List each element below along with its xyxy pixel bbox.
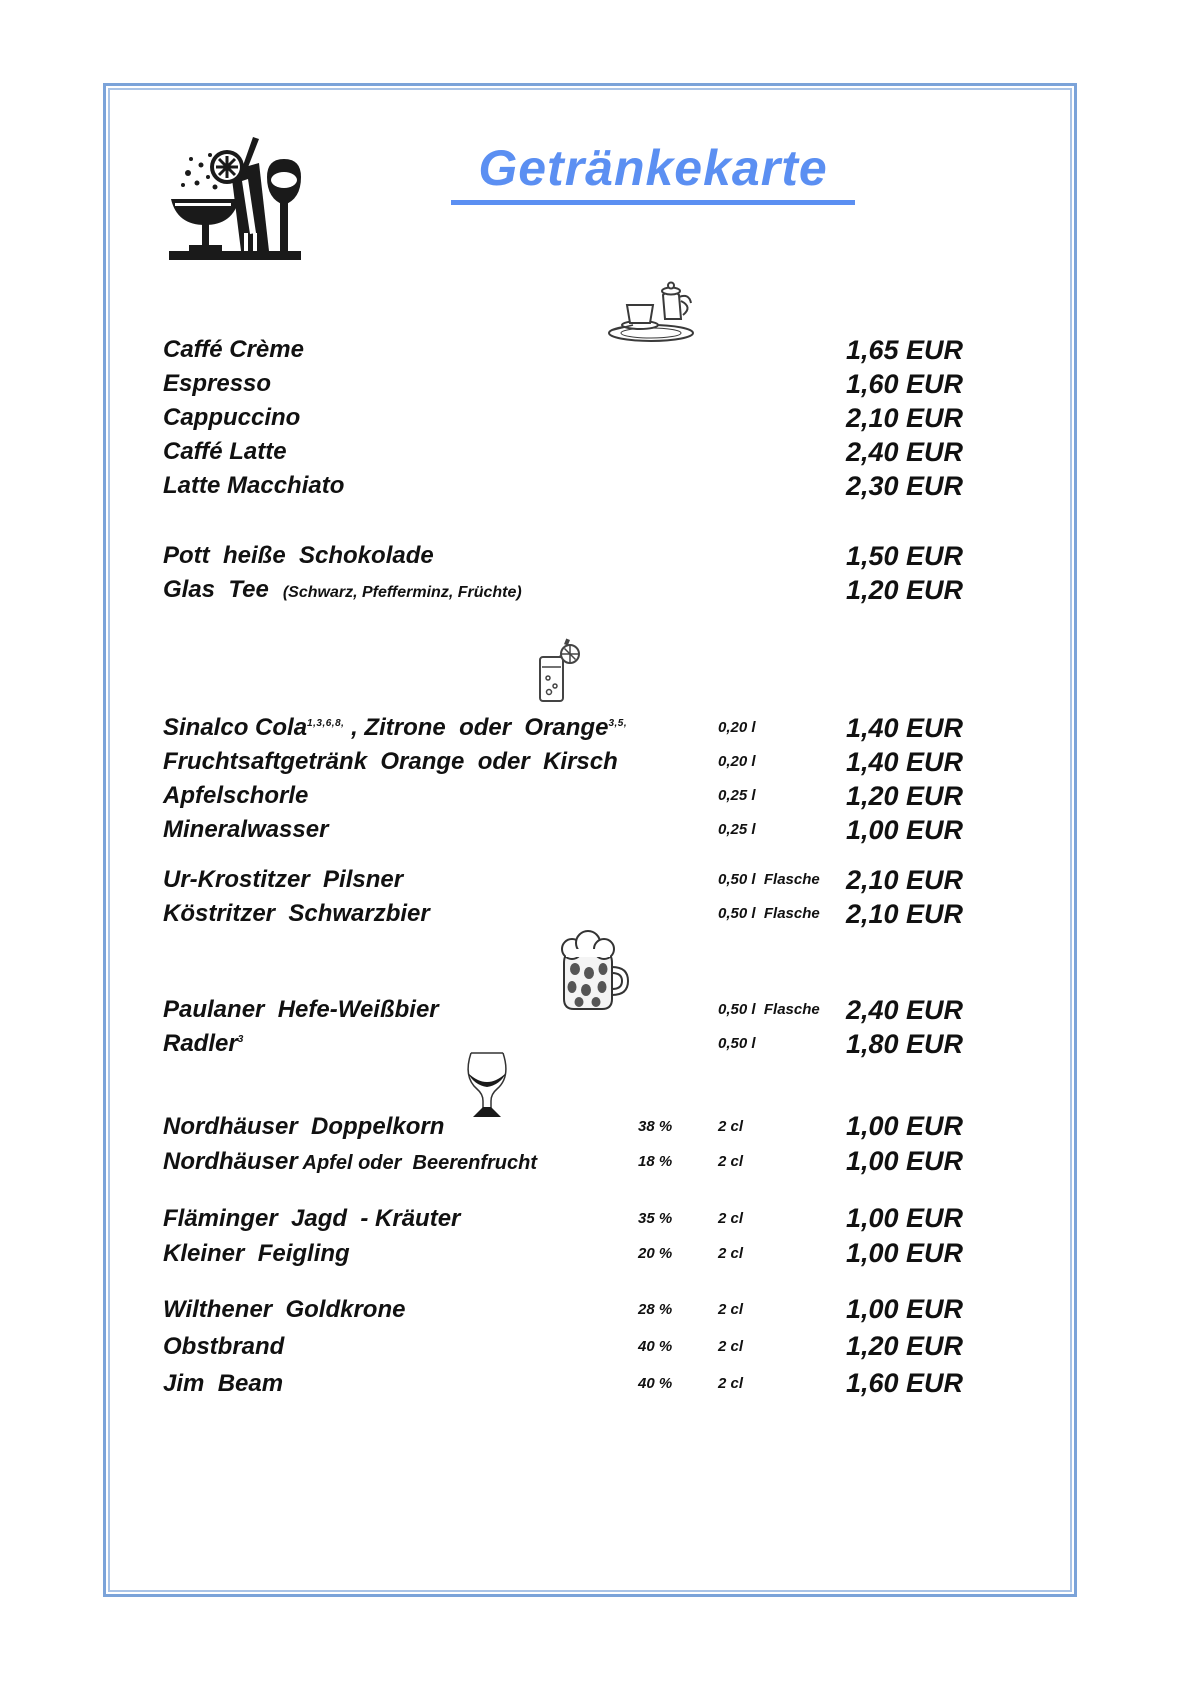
menu-item-row	[103, 1201, 1077, 1236]
lemonade-glass-icon	[531, 633, 583, 707]
item-name	[163, 1236, 350, 1271]
item-name	[163, 435, 287, 469]
item-name	[163, 745, 618, 779]
item-name	[163, 333, 304, 367]
item-abv: 28 %	[638, 1301, 673, 1318]
item-name	[163, 469, 344, 503]
item-name	[163, 993, 439, 1027]
item-price: 1,80 EUR	[845, 1029, 963, 1059]
item-name-text: Pott heiße Schokolade	[163, 542, 434, 569]
item-price: 2,10 EUR	[845, 899, 963, 929]
item-price: 1,00 EUR	[845, 1238, 963, 1268]
item-name-text: Glas Tee	[163, 576, 269, 603]
item-name	[163, 1144, 537, 1181]
item-name-text: Fläminger Jagd - Kräuter	[163, 1205, 461, 1232]
item-price: 1,20 EUR	[845, 1331, 963, 1361]
item-price: 1,40 EUR	[845, 747, 963, 777]
item-name	[163, 573, 522, 610]
item-name	[163, 1027, 244, 1066]
item-name-suffix: , Zitrone oder Orange	[344, 714, 609, 741]
item-name-text: Nordhäuser	[163, 1148, 298, 1175]
item-price: 1,00 EUR	[845, 1203, 963, 1233]
item-name-text: Kleiner Feigling	[163, 1240, 350, 1267]
menu-content	[103, 83, 1077, 1597]
item-name-text: Caffé Latte	[163, 438, 287, 465]
menu-item-row	[103, 1365, 1077, 1402]
item-name	[163, 539, 434, 573]
item-serving: 2 cl	[718, 1153, 744, 1170]
menu-item-row	[103, 711, 1077, 745]
item-name	[163, 863, 403, 897]
item-name	[163, 1201, 460, 1236]
menu-item-row	[103, 1109, 1077, 1144]
item-price: 1,00 EUR	[845, 815, 963, 845]
menu-item-row	[103, 469, 1077, 503]
item-name-text: Obstbrand	[163, 1333, 285, 1360]
menu-item-row	[103, 1236, 1077, 1271]
item-note: (Schwarz, Pfefferminz, Früchte)	[282, 584, 522, 601]
item-name-text: Latte Macchiato	[163, 472, 345, 499]
item-name	[163, 367, 271, 401]
item-serving: 2 cl	[718, 1210, 744, 1227]
item-price: 1,50 EUR	[845, 541, 963, 571]
item-serving: 0,50 l Flasche	[718, 1001, 820, 1018]
item-name-text: Jim Beam	[163, 1370, 284, 1397]
item-serving: 2 cl	[718, 1301, 744, 1318]
footnote-superscript: 3	[237, 1034, 244, 1045]
item-name-text: Mineralwasser	[163, 816, 329, 843]
footnote-superscript: 3,5,	[608, 718, 628, 729]
menu-item-row	[103, 993, 1077, 1027]
item-abv: 35 %	[638, 1210, 673, 1227]
item-abv: 38 %	[638, 1118, 673, 1135]
item-serving: 2 cl	[718, 1338, 744, 1355]
item-name-text: Fruchtsaftgetränk Orange oder Kirsch	[163, 748, 618, 775]
item-name-text: Caffé Crème	[163, 336, 304, 363]
item-price: 1,00 EUR	[845, 1294, 963, 1324]
item-name-text: Paulaner Hefe-Weißbier	[163, 996, 439, 1023]
menu-group-brandy-whiskey	[103, 1291, 1077, 1402]
menu-item-row	[103, 573, 1077, 607]
item-price: 2,10 EUR	[845, 865, 963, 895]
item-serving: 0,20 l	[718, 753, 756, 770]
item-price: 2,30 EUR	[845, 471, 963, 501]
item-serving: 0,25 l	[718, 821, 756, 838]
menu-item-row	[103, 745, 1077, 779]
menu-item-row	[103, 813, 1077, 847]
item-serving: 0,50 l	[718, 1035, 756, 1052]
menu-group-hot-drinks	[103, 539, 1077, 607]
menu-item-row	[103, 1291, 1077, 1328]
menu-item-row	[103, 897, 1077, 931]
item-name-text: Köstritzer Schwarzbier	[163, 900, 430, 927]
item-price: 1,60 EUR	[845, 1368, 963, 1398]
item-price: 1,60 EUR	[845, 369, 963, 399]
item-abv: 18 %	[638, 1153, 673, 1170]
menu-group-soft-drinks	[103, 711, 1077, 847]
item-name-suffix: Apfel oder Beerenfrucht	[297, 1152, 537, 1174]
item-name	[163, 1291, 405, 1328]
item-price: 1,00 EUR	[845, 1146, 963, 1176]
item-serving: 0,25 l	[718, 787, 756, 804]
item-name-text: Apfelschorle	[163, 782, 309, 809]
item-serving: 2 cl	[718, 1375, 744, 1392]
item-price: 1,20 EUR	[845, 575, 963, 605]
item-name-text: Cappuccino	[163, 404, 301, 431]
item-name	[163, 401, 300, 435]
page-title: Getränkekarte	[451, 139, 855, 205]
item-price: 1,65 EUR	[845, 335, 963, 365]
menu-item-row	[103, 1328, 1077, 1365]
menu-group-wheat-beer	[103, 993, 1077, 1061]
item-serving: 2 cl	[718, 1245, 744, 1262]
item-name	[163, 897, 430, 931]
menu-item-row	[103, 435, 1077, 469]
item-price: 1,00 EUR	[845, 1111, 963, 1141]
item-price: 2,40 EUR	[845, 437, 963, 467]
cocktail-bar-logo-icon	[163, 133, 308, 263]
item-price: 1,40 EUR	[845, 713, 963, 743]
item-name	[163, 779, 308, 813]
item-name	[163, 1109, 444, 1144]
item-serving: 0,20 l	[718, 719, 756, 736]
item-serving: 2 cl	[718, 1118, 744, 1135]
menu-group-bottled-beer	[103, 863, 1077, 931]
item-price: 2,10 EUR	[845, 403, 963, 433]
footnote-superscript: 1,3,6,8,	[307, 718, 345, 729]
menu-item-row	[103, 1027, 1077, 1061]
menu-group-herb-liqueurs	[103, 1201, 1077, 1271]
item-abv: 20 %	[638, 1245, 673, 1262]
menu-item-row	[103, 401, 1077, 435]
item-serving: 0,50 l Flasche	[718, 905, 820, 922]
menu-item-row	[103, 333, 1077, 367]
item-price: 1,20 EUR	[845, 781, 963, 811]
item-name	[163, 813, 328, 847]
item-name-text: Sinalco Cola	[163, 714, 308, 741]
menu-group-korn-spirits	[103, 1109, 1077, 1179]
item-name-text: Nordhäuser Doppelkorn	[163, 1113, 445, 1140]
item-abv: 40 %	[638, 1375, 673, 1392]
menu-item-row	[103, 863, 1077, 897]
item-name-text: Espresso	[163, 370, 272, 397]
menu-item-row	[103, 539, 1077, 573]
menu-group-coffee	[103, 333, 1077, 503]
item-abv: 40 %	[638, 1338, 673, 1355]
menu-item-row	[103, 1144, 1077, 1179]
item-name	[163, 1328, 284, 1365]
item-name	[163, 1365, 283, 1402]
menu-item-row	[103, 367, 1077, 401]
item-price: 2,40 EUR	[845, 995, 963, 1025]
item-name-text: Ur-Krostitzer Pilsner	[163, 866, 404, 893]
item-name-text: Wilthener Goldkrone	[163, 1296, 406, 1323]
item-name-text: Radler	[163, 1030, 238, 1057]
item-serving: 0,50 l Flasche	[718, 871, 820, 888]
menu-item-row	[103, 779, 1077, 813]
